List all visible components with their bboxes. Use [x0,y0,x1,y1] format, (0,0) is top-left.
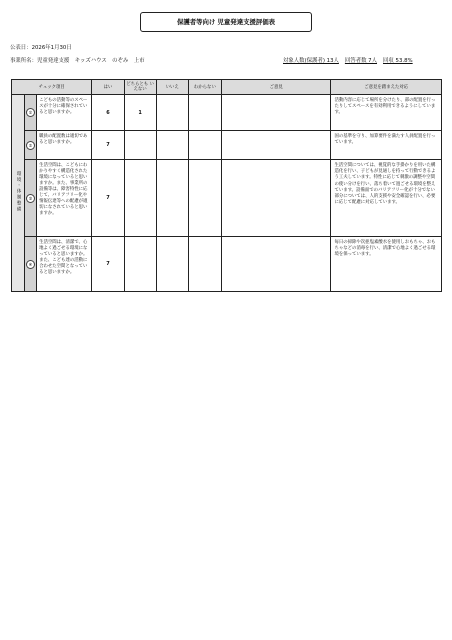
header-unknown: わからない [188,80,221,95]
opinion-cell [221,160,331,237]
collection-rate: 回収 53.8% [383,58,413,64]
published-date: 公表日：2026年1月30日 [10,45,72,51]
unknown-count [188,131,221,160]
response-stats [283,58,413,65]
header-check-item: チェック項目 [12,80,92,95]
table-row [12,95,442,131]
table-row [12,237,442,292]
header-opinion: ご意見 [221,80,331,95]
category-label: 環境・体制整備 [16,171,22,213]
category-cell [12,95,25,292]
opinion-cell [221,95,331,131]
no-count [156,160,188,237]
response-cell: 毎日の掃除や次亜塩素酸水を使用しおもちゃ、おもちゃなどの消毒を行い、清潔で心地よく過ごせる環境を保っています。 [331,237,442,292]
row-number-cell [25,160,37,237]
opinion-cell [221,131,331,160]
unknown-count [188,237,221,292]
header-yes: はい [92,80,124,95]
row-number: ① [26,108,35,117]
header-neither: どちらとも いえない [124,80,156,95]
row-number: ④ [26,260,35,269]
check-item: 生活空間は、こどもにわかりやすく構造化された環境になっていると思いますか。また、事業所の設備等は、障害特性に応じて、バリアフリー化や情報伝達等への配慮が適切になされていると思いますか。 [37,160,92,237]
target-count: 対象人数(保護者) 13人 [283,58,339,64]
evaluation-table [11,79,442,292]
opinion-cell [221,237,331,292]
row-number-cell [25,131,37,160]
response-cell: 国の基準を守り、加算要件を満たす人員配置を行っています。 [331,131,442,160]
yes-count: 7 [92,237,124,292]
check-item: 職員の配置数は適切であると思いますか。 [37,131,92,160]
check-item: こどもの活動等のスペースが十分に確保されていると思いますか。 [37,95,92,131]
header-response: ご意見を踏まえた対応 [331,80,442,95]
row-number: ② [26,141,35,150]
document-title: 保護者等向け 児童発達支援評価表 [140,12,312,32]
no-count [156,237,188,292]
check-item: 生活空間は、清潔で、心地よく過ごせる環境になっていると思いますか。また、こども達の活動に合わせた空間となっていると思いますか。 [37,237,92,292]
response-cell: 活動内容に応じて場所を分けたり、部の配置を行ったりしてスペースを有効利用できるようにしています。 [331,95,442,131]
row-number: ③ [26,194,35,203]
response-cell: 生活空間については、視覚的な手掛かりを用いた構造化を行い、子どもが見通しを持って行動できるよう工夫しています。特性に応じて刺激の調整や空間の使い分けを行い、落ち着いて過ごせる環境を整えています。設備面でのバリアフリー化が十分でない部分については、人的支援や安全確認を行い、必要に応じて配慮に対応しています。 [331,160,442,237]
unknown-count [188,160,221,237]
header-no: いいえ [156,80,188,95]
neither-count [124,160,156,237]
respondent-count: 回答者数 7人 [344,58,378,64]
row-number-cell [25,237,37,292]
yes-count: 7 [92,160,124,237]
row-number-cell [25,95,37,131]
no-count [156,131,188,160]
neither-count [124,237,156,292]
no-count [156,95,188,131]
table-header-row [12,80,442,95]
table-row [12,131,442,160]
yes-count: 6 [92,95,124,131]
neither-count [124,131,156,160]
table-row [12,160,442,237]
yes-count: 7 [92,131,124,160]
office-name: 事業所名：児童発達支援 キッズハウス のぞみ 上市 [10,58,145,64]
unknown-count [188,95,221,131]
neither-count: 1 [124,95,156,131]
